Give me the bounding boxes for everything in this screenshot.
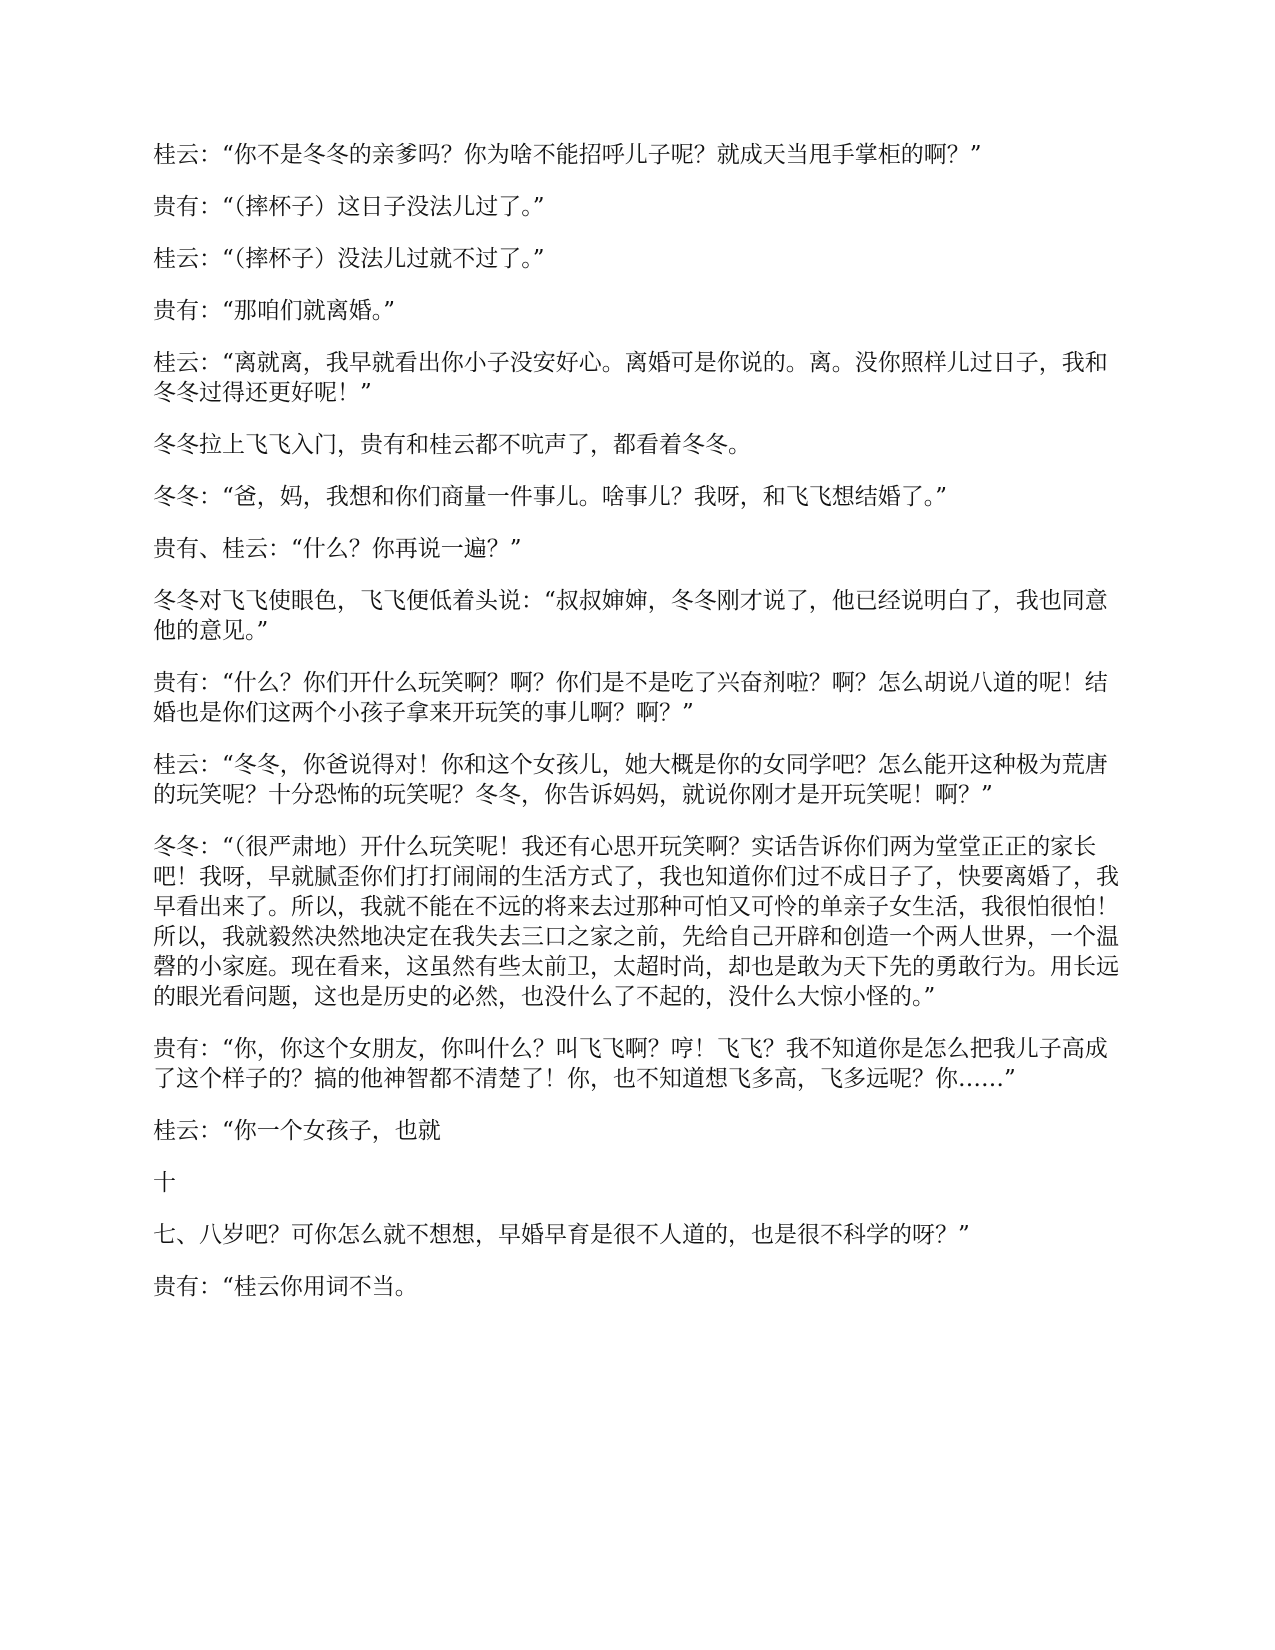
paragraph: 桂云：“（摔杯子）没法儿过就不过了。” xyxy=(153,246,545,272)
paragraph: 桂云：“你一个女孩子，也就 xyxy=(153,1118,441,1144)
paragraph: 贵有：“那咱们就离婚。” xyxy=(153,298,396,324)
paragraph: 冬冬：“（很严肃地）开什么玩笑呢！我还有心思开玩笑啊？实话告诉你们两为堂堂正正的家长吧！我呀，早就腻歪你们打打闹闹的生活方式了，我也知道你们过不成日子了，快要离婚了，我早看出来了。所以，我就不能在不远的将来去过那种可怕又可怜的单亲子女生活，我很怕很怕！所以，我就毅然决然地决定在我失去三口之家之前，先给自己开辟和创造一个两人世界，一个温磬的小家庭。现在看来，这虽然有些太前卫，太超时尚，却也是敢为天下先的勇敢行为。用长远的眼光看问题，这也是历史的必然，也没什么了不起的，没什么大惊小怪的。” xyxy=(153,834,1119,1010)
paragraph: 十 xyxy=(153,1170,176,1196)
paragraph: 冬冬对飞飞使眼色，飞飞便低着头说：“叔叔婶婶，冬冬刚才说了，他已经说明白了，我也同意他的意见。” xyxy=(153,588,1108,644)
paragraph: 贵有：“桂云你用词不当。 xyxy=(153,1274,418,1300)
paragraph: 冬冬：“爸，妈，我想和你们商量一件事儿。啥事儿？我呀，和飞飞想结婚了。” xyxy=(153,484,948,510)
paragraph: 贵有：“你，你这个女朋友，你叫什么？叫飞飞啊？哼！飞飞？我不知道你是怎么把我儿子高成了这个样子的？搞的他神智都不清楚了！你，也不知道想飞多高，飞多远呢？你……” xyxy=(153,1036,1108,1092)
document-page xyxy=(153,140,1123,1324)
paragraph: 贵有：“（摔杯子）这日子没法儿过了。” xyxy=(153,194,545,220)
paragraph: 桂云：“冬冬，你爸说得对！你和这个女孩儿，她大概是你的女同学吧？怎么能开这种极为荒唐的玩笑呢？十分恐怖的玩笑呢？冬冬，你告诉妈妈，就说你刚才是开玩笑呢！啊？” xyxy=(153,752,1108,808)
paragraph: 贵有、桂云：“什么？你再说一遍？” xyxy=(153,536,522,562)
paragraph: 桂云：“离就离，我早就看出你小子没安好心。离婚可是你说的。离。没你照样儿过日子，我和冬冬过得还更好呢！” xyxy=(153,350,1108,406)
paragraph: 桂云：“你不是冬冬的亲爹吗？你为啥不能招呼儿子呢？就成天当甩手掌柜的啊？” xyxy=(153,142,982,168)
paragraph: 七、八岁吧？可你怎么就不想想，早婚早育是很不人道的，也是很不科学的呀？” xyxy=(153,1222,970,1248)
paragraph: 冬冬拉上飞飞入门，贵有和桂云都不吭声了，都看着冬冬。 xyxy=(153,432,751,458)
paragraph: 贵有：“什么？你们开什么玩笑啊？啊？你们是不是吃了兴奋剂啦？啊？怎么胡说八道的呢！结婚也是你们这两个小孩子拿来开玩笑的事儿啊？啊？” xyxy=(153,670,1108,726)
